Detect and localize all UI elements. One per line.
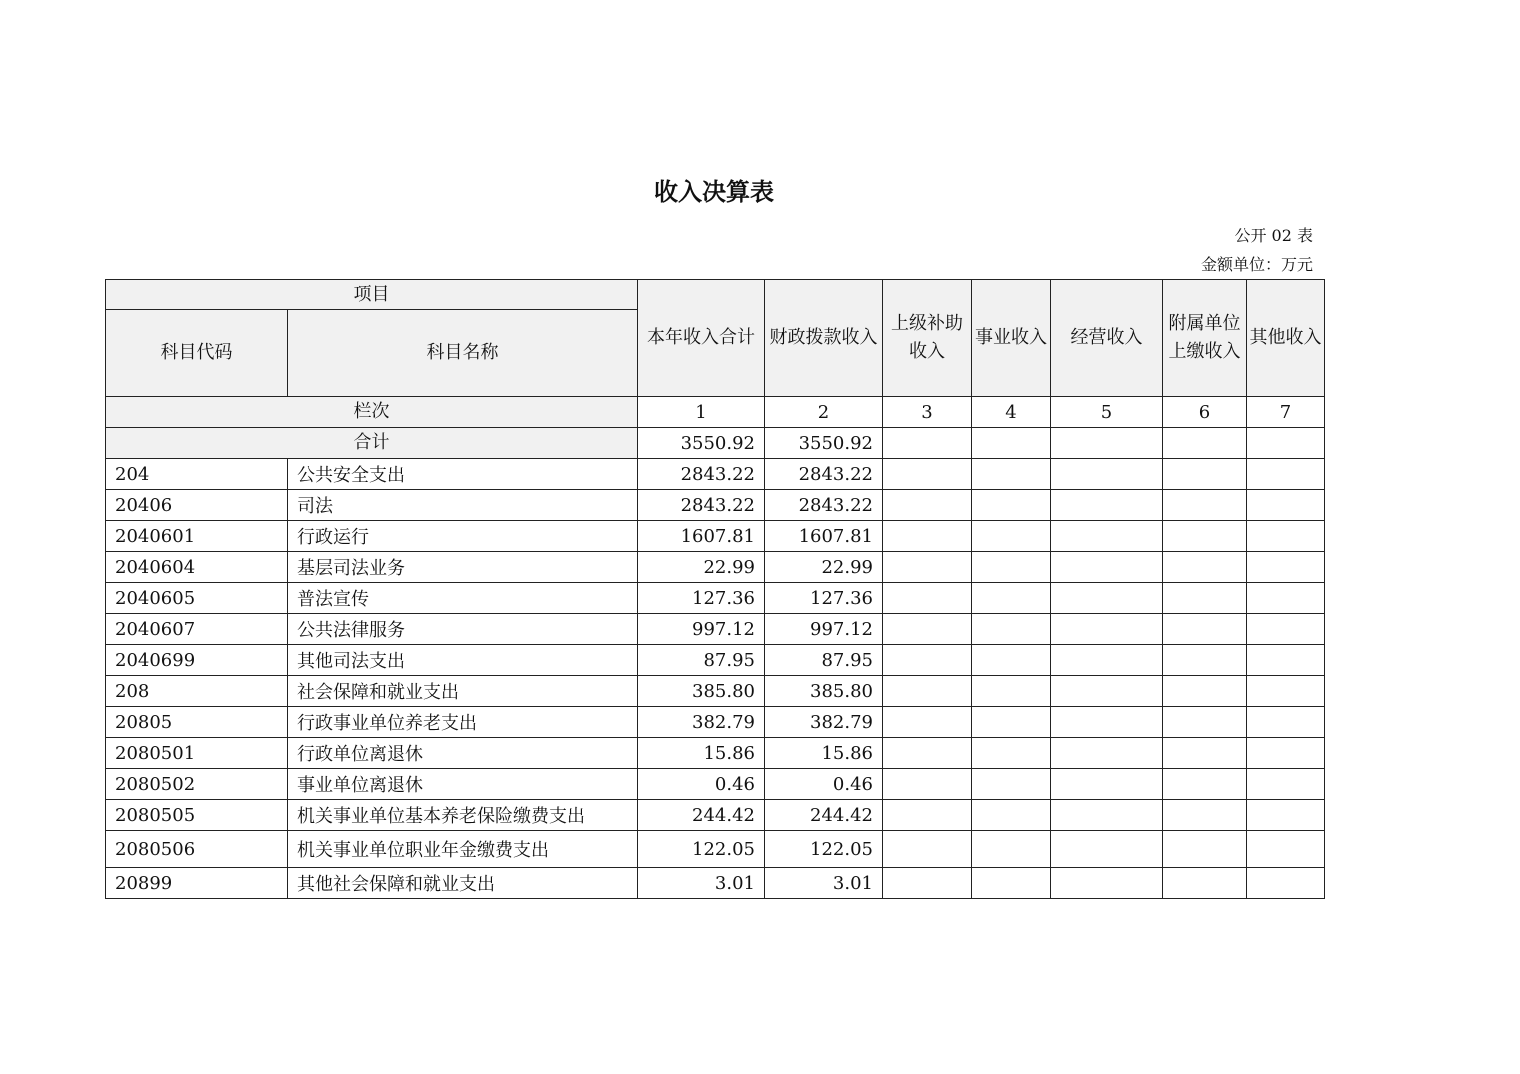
- index-cell: 2: [765, 397, 883, 428]
- empty-cell: [972, 738, 1051, 769]
- empty-cell: [1051, 645, 1163, 676]
- total-income-value: 2843.22: [638, 490, 765, 521]
- empty-cell: [883, 428, 972, 459]
- fiscal-appropriation-value: 3.01: [765, 868, 883, 899]
- empty-cell: [1247, 800, 1325, 831]
- subject-code: 2040604: [106, 552, 288, 583]
- header-business-income: 事业收入: [972, 280, 1051, 397]
- empty-cell: [1247, 831, 1325, 868]
- empty-cell: [1051, 831, 1163, 868]
- fiscal-appropriation-value: 0.46: [765, 769, 883, 800]
- index-cell: 6: [1163, 397, 1247, 428]
- empty-cell: [1051, 583, 1163, 614]
- header-subsidiary-remittance: 附属单位上缴收入: [1163, 280, 1247, 397]
- table-row: [106, 868, 1325, 899]
- empty-cell: [1051, 614, 1163, 645]
- empty-cell: [972, 459, 1051, 490]
- subject-name: 机关事业单位基本养老保险缴费支出: [288, 800, 638, 831]
- fiscal-appropriation-value: 15.86: [765, 738, 883, 769]
- subject-code: 2040605: [106, 583, 288, 614]
- total-income-value: 0.46: [638, 769, 765, 800]
- empty-cell: [883, 490, 972, 521]
- empty-cell: [972, 800, 1051, 831]
- table-row: [106, 614, 1325, 645]
- table-row: [106, 521, 1325, 552]
- empty-cell: [972, 769, 1051, 800]
- subject-name: 事业单位离退休: [288, 769, 638, 800]
- empty-cell: [1247, 521, 1325, 552]
- fiscal-appropriation-value: 2843.22: [765, 459, 883, 490]
- index-cell: 5: [1051, 397, 1163, 428]
- fiscal-appropriation-value: 22.99: [765, 552, 883, 583]
- empty-cell: [883, 769, 972, 800]
- subject-code: 208: [106, 676, 288, 707]
- index-cell: 4: [972, 397, 1051, 428]
- empty-cell: [972, 831, 1051, 868]
- table-row: [106, 769, 1325, 800]
- subject-code: 2040601: [106, 521, 288, 552]
- total-income-value: 385.80: [638, 676, 765, 707]
- empty-cell: [1163, 614, 1247, 645]
- index-label: 栏次: [106, 397, 638, 428]
- subject-code: 2080501: [106, 738, 288, 769]
- fiscal-appropriation-value: 244.42: [765, 800, 883, 831]
- header-subject-name: 科目名称: [288, 310, 638, 397]
- table-row: [106, 738, 1325, 769]
- empty-cell: [883, 645, 972, 676]
- income-final-accounts-table: [105, 279, 1325, 899]
- subject-name: 基层司法业务: [288, 552, 638, 583]
- fiscal-appropriation-value: 127.36: [765, 583, 883, 614]
- empty-cell: [972, 614, 1051, 645]
- fiscal-appropriation-value: 385.80: [765, 676, 883, 707]
- empty-cell: [1247, 676, 1325, 707]
- empty-cell: [1163, 676, 1247, 707]
- subject-name: 社会保障和就业支出: [288, 676, 638, 707]
- subject-name: 行政单位离退休: [288, 738, 638, 769]
- empty-cell: [1051, 707, 1163, 738]
- empty-cell: [1163, 831, 1247, 868]
- empty-cell: [883, 676, 972, 707]
- subject-code: 2040607: [106, 614, 288, 645]
- fiscal-appropriation-value: 87.95: [765, 645, 883, 676]
- total-income-value: 997.12: [638, 614, 765, 645]
- fiscal-appropriation-value: 997.12: [765, 614, 883, 645]
- subject-name: 机关事业单位职业年金缴费支出: [288, 831, 638, 868]
- empty-cell: [1163, 800, 1247, 831]
- empty-cell: [1051, 521, 1163, 552]
- empty-cell: [883, 521, 972, 552]
- empty-cell: [883, 831, 972, 868]
- header-subject-code: 科目代码: [106, 310, 288, 397]
- form-number: 公开 02 表: [1234, 226, 1313, 245]
- subject-code: 204: [106, 459, 288, 490]
- empty-cell: [1163, 769, 1247, 800]
- empty-cell: [972, 707, 1051, 738]
- empty-cell: [883, 583, 972, 614]
- empty-cell: [1051, 676, 1163, 707]
- empty-cell: [972, 428, 1051, 459]
- empty-cell: [1247, 490, 1325, 521]
- subject-name: 司法: [288, 490, 638, 521]
- table-row: [106, 831, 1325, 868]
- empty-cell: [1247, 583, 1325, 614]
- subject-name: 公共法律服务: [288, 614, 638, 645]
- total-row: [106, 428, 1325, 459]
- header-operating-income: 经营收入: [1051, 280, 1163, 397]
- total-income-value: 2843.22: [638, 459, 765, 490]
- table-row: [106, 800, 1325, 831]
- header-superior-subsidy: 上级补助收入: [883, 280, 972, 397]
- subject-name: 公共安全支出: [288, 459, 638, 490]
- empty-cell: [972, 868, 1051, 899]
- fiscal-appropriation-value: 1607.81: [765, 521, 883, 552]
- empty-cell: [1163, 459, 1247, 490]
- total-label: 合计: [106, 428, 638, 459]
- empty-cell: [1163, 490, 1247, 521]
- header-fiscal-appropriation: 财政拨款收入: [765, 280, 883, 397]
- fiscal-appropriation-value: 382.79: [765, 707, 883, 738]
- total-income-value: 87.95: [638, 645, 765, 676]
- empty-cell: [1163, 428, 1247, 459]
- total-income-value: 244.42: [638, 800, 765, 831]
- index-cell: 1: [638, 397, 765, 428]
- total-income-value: 382.79: [638, 707, 765, 738]
- table-row: [106, 552, 1325, 583]
- empty-cell: [1163, 738, 1247, 769]
- empty-cell: [1163, 552, 1247, 583]
- empty-cell: [1163, 868, 1247, 899]
- empty-cell: [1163, 707, 1247, 738]
- subject-code: 2080502: [106, 769, 288, 800]
- amount-unit: 金额单位：万元: [1200, 255, 1313, 274]
- empty-cell: [883, 707, 972, 738]
- subject-name: 行政事业单位养老支出: [288, 707, 638, 738]
- subject-name: 普法宣传: [288, 583, 638, 614]
- subject-name: 行政运行: [288, 521, 638, 552]
- empty-cell: [972, 552, 1051, 583]
- empty-cell: [883, 614, 972, 645]
- total-income-value: 3550.92: [638, 428, 765, 459]
- empty-cell: [1247, 769, 1325, 800]
- subject-code: 20899: [106, 868, 288, 899]
- empty-cell: [1247, 614, 1325, 645]
- empty-cell: [1247, 707, 1325, 738]
- empty-cell: [1247, 645, 1325, 676]
- empty-cell: [972, 676, 1051, 707]
- empty-cell: [1051, 800, 1163, 831]
- total-income-value: 3.01: [638, 868, 765, 899]
- empty-cell: [1051, 552, 1163, 583]
- table-row: [106, 583, 1325, 614]
- total-income-value: 15.86: [638, 738, 765, 769]
- empty-cell: [1247, 552, 1325, 583]
- empty-cell: [1163, 583, 1247, 614]
- subject-code: 2080506: [106, 831, 288, 868]
- empty-cell: [1163, 645, 1247, 676]
- subject-code: 20805: [106, 707, 288, 738]
- table-row: [106, 676, 1325, 707]
- empty-cell: [1247, 738, 1325, 769]
- empty-cell: [883, 868, 972, 899]
- table-row: [106, 707, 1325, 738]
- empty-cell: [972, 583, 1051, 614]
- empty-cell: [883, 738, 972, 769]
- index-cell: 7: [1247, 397, 1325, 428]
- empty-cell: [1051, 459, 1163, 490]
- empty-cell: [1247, 428, 1325, 459]
- total-fiscal-value: 3550.92: [765, 428, 883, 459]
- subject-code: 2080505: [106, 800, 288, 831]
- empty-cell: [1051, 428, 1163, 459]
- subject-code: 20406: [106, 490, 288, 521]
- subject-name: 其他社会保障和就业支出: [288, 868, 638, 899]
- empty-cell: [1051, 868, 1163, 899]
- total-income-value: 122.05: [638, 831, 765, 868]
- table-row: [106, 645, 1325, 676]
- empty-cell: [1247, 459, 1325, 490]
- total-income-value: 1607.81: [638, 521, 765, 552]
- total-income-value: 127.36: [638, 583, 765, 614]
- empty-cell: [972, 490, 1051, 521]
- empty-cell: [1163, 521, 1247, 552]
- empty-cell: [1051, 490, 1163, 521]
- empty-cell: [883, 800, 972, 831]
- empty-cell: [1051, 738, 1163, 769]
- column-index-row: [106, 397, 1325, 428]
- empty-cell: [883, 552, 972, 583]
- subject-name: 其他司法支出: [288, 645, 638, 676]
- empty-cell: [1247, 868, 1325, 899]
- table-row: [106, 490, 1325, 521]
- empty-cell: [972, 645, 1051, 676]
- empty-cell: [883, 459, 972, 490]
- header-other-income: 其他收入: [1247, 280, 1325, 397]
- empty-cell: [1051, 769, 1163, 800]
- fiscal-appropriation-value: 2843.22: [765, 490, 883, 521]
- empty-cell: [972, 521, 1051, 552]
- fiscal-appropriation-value: 122.05: [765, 831, 883, 868]
- table-row: [106, 459, 1325, 490]
- index-cell: 3: [883, 397, 972, 428]
- header-total-income: 本年收入合计: [638, 280, 765, 397]
- total-income-value: 22.99: [638, 552, 765, 583]
- report-title: 收入决算表: [654, 178, 774, 206]
- subject-code: 2040699: [106, 645, 288, 676]
- header-project: 项目: [106, 280, 638, 310]
